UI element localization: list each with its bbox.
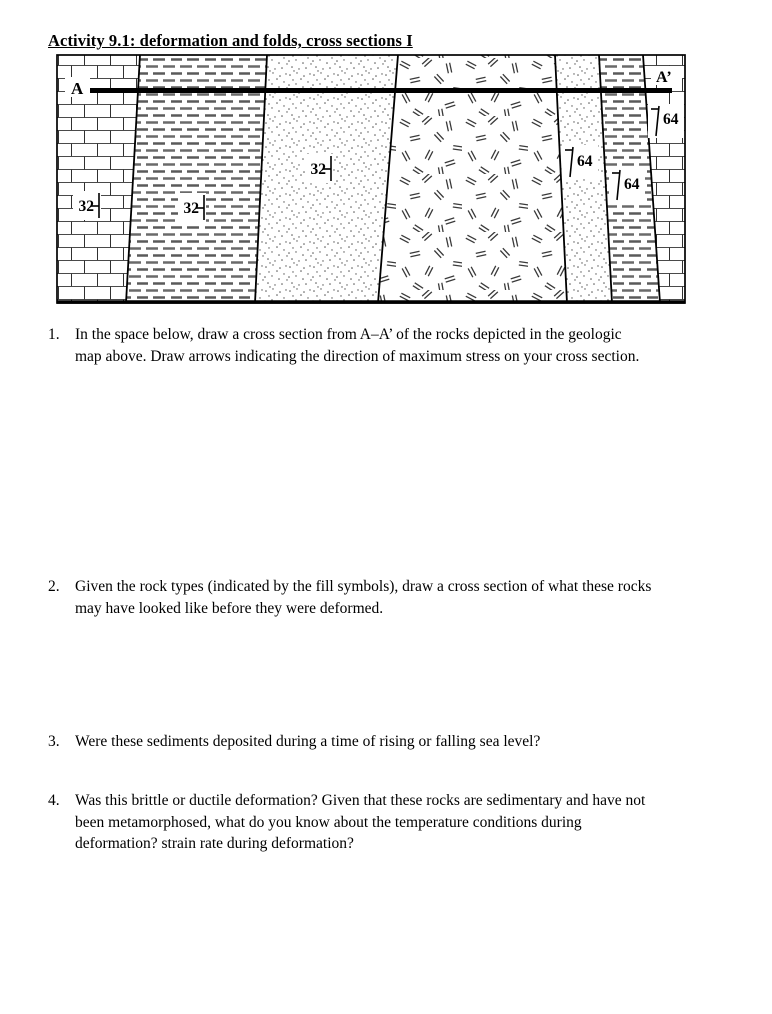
- dip-value-label: 64: [577, 153, 593, 170]
- question-4: [48, 790, 726, 855]
- section-label-a-prime: A’: [656, 69, 672, 86]
- question-3: [48, 731, 726, 753]
- question-number: 3.: [48, 733, 60, 750]
- question-1: [48, 324, 726, 367]
- question-text: [75, 324, 726, 367]
- question-text-line: In the space below, draw a cross section from A–A’ of the rocks depicted in the geologic: [75, 326, 622, 343]
- question-text: [75, 576, 726, 619]
- question-number: 4.: [48, 792, 60, 809]
- dip-value-label: 32: [78, 198, 94, 215]
- question-number: 1.: [48, 326, 60, 343]
- question-text: [75, 731, 726, 753]
- question-text-line: map above. Draw arrows indicating the direction of maximum stress on your cross section.: [75, 347, 640, 365]
- question-number: 2.: [48, 578, 60, 595]
- dip-value-label: 32: [183, 200, 199, 217]
- question-text: [75, 790, 726, 855]
- question-text-line: been metamorphosed, what do you know about the temperature conditions during: [75, 813, 582, 831]
- page-title: Activity 9.1: deformation and folds, cross sections I: [48, 31, 413, 50]
- question-text-line: deformation? strain rate during deformation?: [75, 835, 354, 852]
- section-label-a: A: [71, 79, 84, 98]
- dip-value-label: 64: [624, 176, 640, 193]
- question-text-line: Was this brittle or ductile deformation? Given that these rocks are sedimentary and have not: [75, 792, 646, 809]
- question-text-line: Were these sediments deposited during a time of rising or falling sea level?: [75, 733, 541, 750]
- question-2: [48, 576, 726, 619]
- question-text-line: may have looked like before they were deformed.: [75, 599, 384, 617]
- dip-value-label: 64: [663, 111, 679, 128]
- geologic-map: [0, 0, 772, 330]
- dip-value-label: 32: [310, 161, 326, 178]
- question-text-line: Given the rock types (indicated by the fill symbols), draw a cross section of what these rocks: [75, 578, 652, 595]
